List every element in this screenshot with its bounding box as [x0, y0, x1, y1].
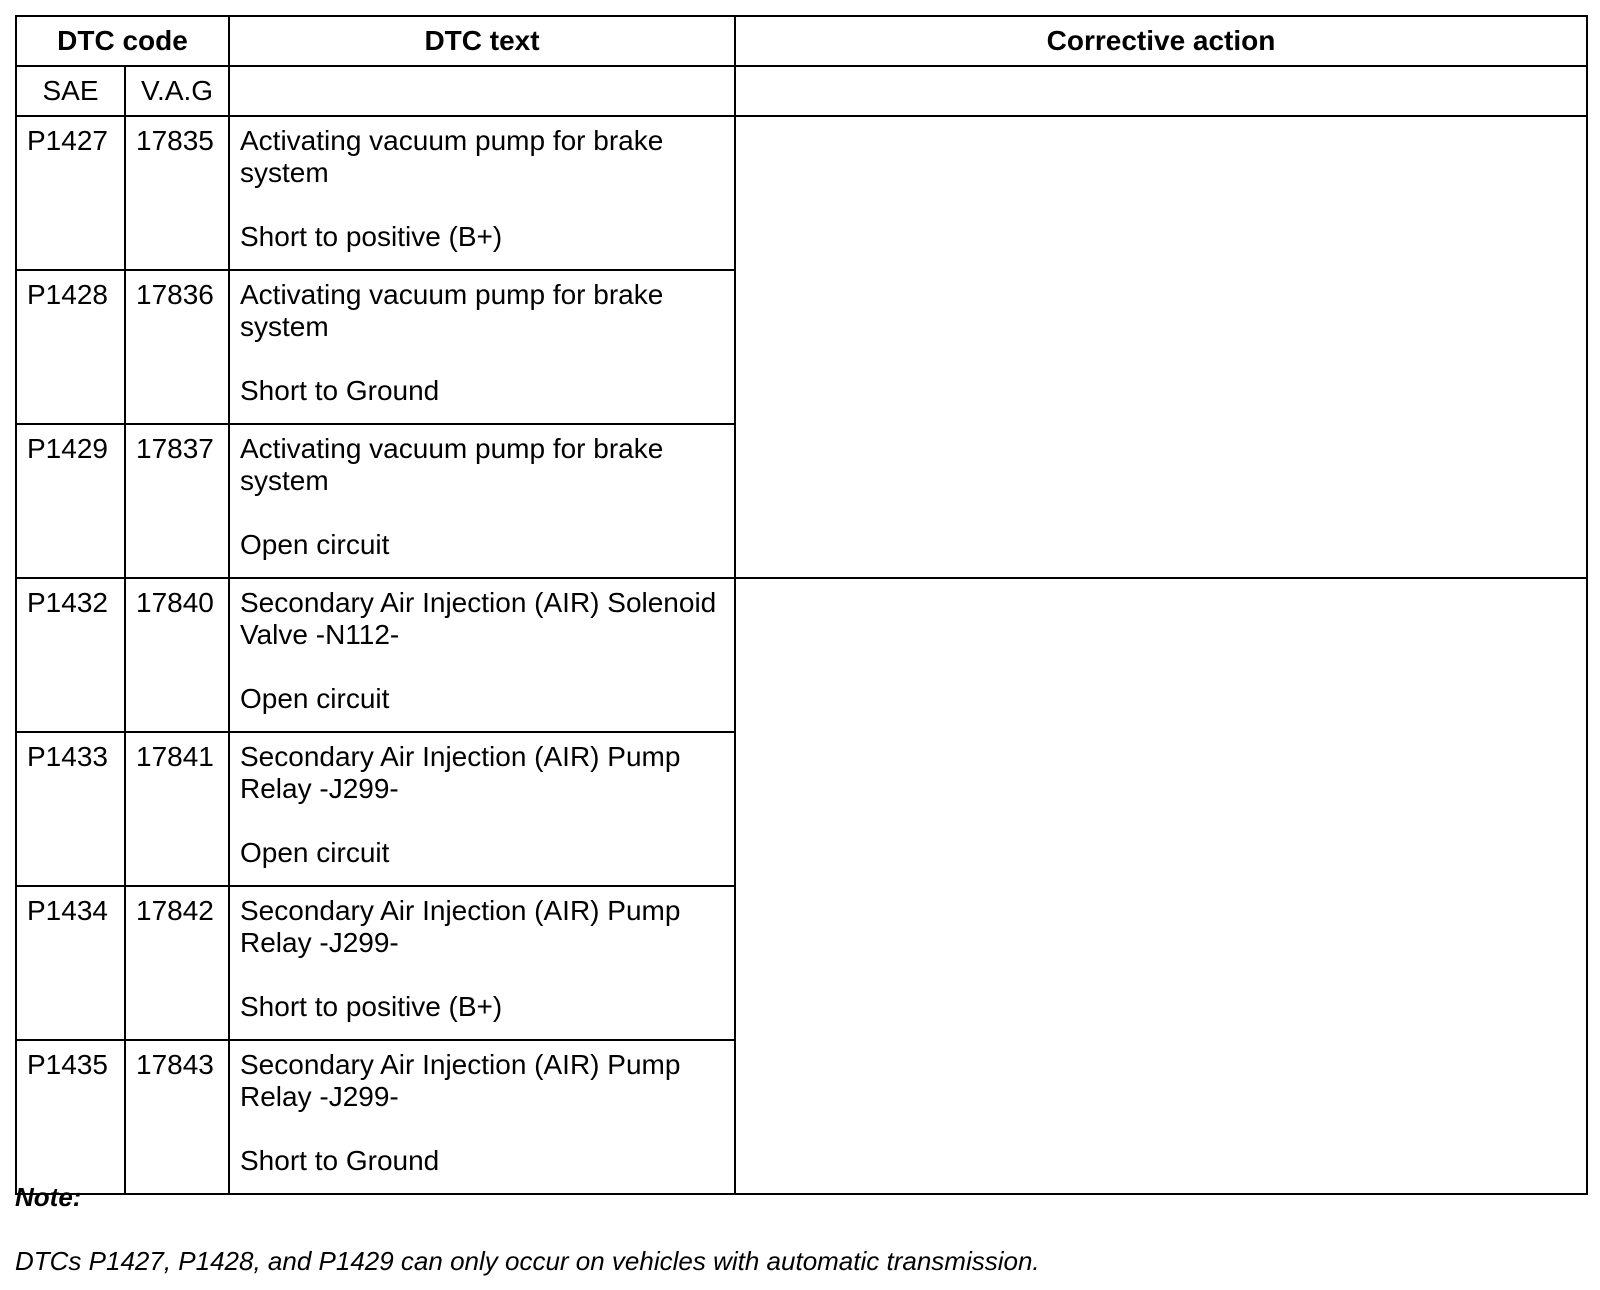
dtc-text-cell	[229, 270, 735, 424]
dtc-condition: Open circuit	[240, 683, 390, 714]
note-text: DTCs P1427, P1428, and P1429 can only occur on vehicles with automatic transmission.	[15, 1246, 1040, 1276]
dtc-condition: Short to Ground	[240, 1145, 440, 1176]
vag-code: 17842	[125, 886, 229, 1040]
subheader-sae: SAE	[16, 66, 125, 116]
table-row	[16, 116, 1587, 270]
sae-code: P1428	[16, 270, 125, 424]
dtc-description: Secondary Air Injection (AIR) Pump Relay -J299-	[240, 741, 681, 804]
dtc-text-cell	[229, 886, 735, 1040]
header-dtc-text: DTC text	[229, 16, 735, 66]
vag-code: 17840	[125, 578, 229, 732]
dtc-description: Activating vacuum pump for brake system	[240, 433, 664, 496]
dtc-description: Activating vacuum pump for brake system	[240, 279, 664, 342]
sae-code: P1429	[16, 424, 125, 578]
subheader-empty-action	[735, 66, 1587, 116]
dtc-table	[15, 15, 1588, 1195]
dtc-text-cell	[229, 732, 735, 886]
table-header-row	[16, 16, 1587, 66]
table-subheader-row	[16, 66, 1587, 116]
header-corrective-action: Corrective action	[735, 16, 1587, 66]
vag-code: 17837	[125, 424, 229, 578]
sae-code: P1435	[16, 1040, 125, 1194]
vag-code: 17835	[125, 116, 229, 270]
sae-code: P1432	[16, 578, 125, 732]
dtc-condition: Open circuit	[240, 529, 390, 560]
header-dtc-code: DTC code	[16, 16, 229, 66]
table-row	[16, 578, 1587, 732]
dtc-condition: Short to positive (B+)	[240, 221, 503, 252]
dtc-description: Activating vacuum pump for brake system	[240, 125, 664, 188]
dtc-description: Secondary Air Injection (AIR) Pump Relay -J299-	[240, 1049, 681, 1112]
subheader-vag: V.A.G	[125, 66, 229, 116]
dtc-description: Secondary Air Injection (AIR) Pump Relay -J299-	[240, 895, 681, 958]
sae-code: P1433	[16, 732, 125, 886]
dtc-text-cell	[229, 578, 735, 732]
corrective-action-cell-group-2	[735, 578, 1587, 1194]
dtc-condition: Open circuit	[240, 837, 390, 868]
dtc-text-cell	[229, 116, 735, 270]
dtc-condition: Short to Ground	[240, 375, 440, 406]
dtc-description: Secondary Air Injection (AIR) Solenoid Valve -N112-	[240, 587, 717, 650]
dtc-text-cell	[229, 424, 735, 578]
subheader-empty-text	[229, 66, 735, 116]
vag-code: 17841	[125, 732, 229, 886]
note-heading: Note:	[15, 1182, 82, 1212]
sae-code: P1427	[16, 116, 125, 270]
sae-code: P1434	[16, 886, 125, 1040]
corrective-action-cell-group-1	[735, 116, 1587, 578]
vag-code: 17843	[125, 1040, 229, 1194]
dtc-condition: Short to positive (B+)	[240, 991, 503, 1022]
dtc-text-cell	[229, 1040, 735, 1194]
vag-code: 17836	[125, 270, 229, 424]
